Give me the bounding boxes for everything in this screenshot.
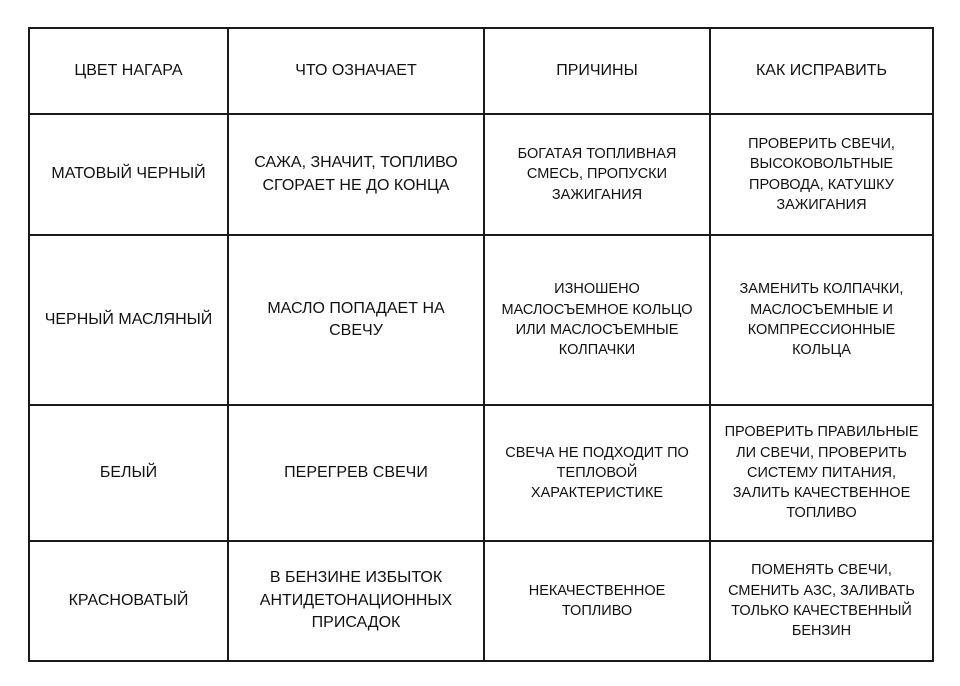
cell-color: МАТОВЫЙ ЧЕРНЫЙ [29, 114, 228, 235]
cell-fix: ЗАМЕНИТЬ КОЛПАЧКИ, МАСЛОСЪЕМНЫЕ И КОМПРЕССИОННЫЕ КОЛЬЦА [710, 235, 933, 405]
cell-fix: ПРОВЕРИТЬ ПРАВИЛЬНЫЕ ЛИ СВЕЧИ, ПРОВЕРИТЬ СИСТЕМУ ПИТАНИЯ, ЗАЛИТЬ КАЧЕСТВЕННОЕ ТОПЛИВО [710, 405, 933, 541]
spark-plug-deposit-table [28, 27, 934, 662]
cell-fix: ПОМЕНЯТЬ СВЕЧИ, СМЕНИТЬ АЗС, ЗАЛИВАТЬ ТОЛЬКО КАЧЕСТВЕННЫЙ БЕНЗИН [710, 541, 933, 661]
cell-fix: ПРОВЕРИТЬ СВЕЧИ, ВЫСОКОВОЛЬТНЫЕ ПРОВОДА, КАТУШКУ ЗАЖИГАНИЯ [710, 114, 933, 235]
table-row [29, 405, 933, 541]
cell-causes: ИЗНОШЕНО МАСЛОСЪЕМНОЕ КОЛЬЦО ИЛИ МАСЛОСЪЕМНЫЕ КОЛПАЧКИ [484, 235, 710, 405]
header-fix: КАК ИСПРАВИТЬ [710, 28, 933, 114]
header-row [29, 28, 933, 114]
table-row [29, 114, 933, 235]
cell-causes: НЕКАЧЕСТВЕННОЕ ТОПЛИВО [484, 541, 710, 661]
header-meaning: ЧТО ОЗНАЧАЕТ [228, 28, 484, 114]
cell-causes: СВЕЧА НЕ ПОДХОДИТ ПО ТЕПЛОВОЙ ХАРАКТЕРИСТИКЕ [484, 405, 710, 541]
cell-meaning: МАСЛО ПОПАДАЕТ НА СВЕЧУ [228, 235, 484, 405]
table-row [29, 235, 933, 405]
cell-meaning: САЖА, ЗНАЧИТ, ТОПЛИВО СГОРАЕТ НЕ ДО КОНЦА [228, 114, 484, 235]
cell-meaning: ПЕРЕГРЕВ СВЕЧИ [228, 405, 484, 541]
header-color: ЦВЕТ НАГАРА [29, 28, 228, 114]
header-causes: ПРИЧИНЫ [484, 28, 710, 114]
cell-causes: БОГАТАЯ ТОПЛИВНАЯ СМЕСЬ, ПРОПУСКИ ЗАЖИГАНИЯ [484, 114, 710, 235]
cell-meaning: В БЕНЗИНЕ ИЗБЫТОК АНТИДЕТОНАЦИОННЫХ ПРИСАДОК [228, 541, 484, 661]
table-row [29, 541, 933, 661]
cell-color: КРАСНОВАТЫЙ [29, 541, 228, 661]
cell-color: ЧЕРНЫЙ МАСЛЯНЫЙ [29, 235, 228, 405]
cell-color: БЕЛЫЙ [29, 405, 228, 541]
